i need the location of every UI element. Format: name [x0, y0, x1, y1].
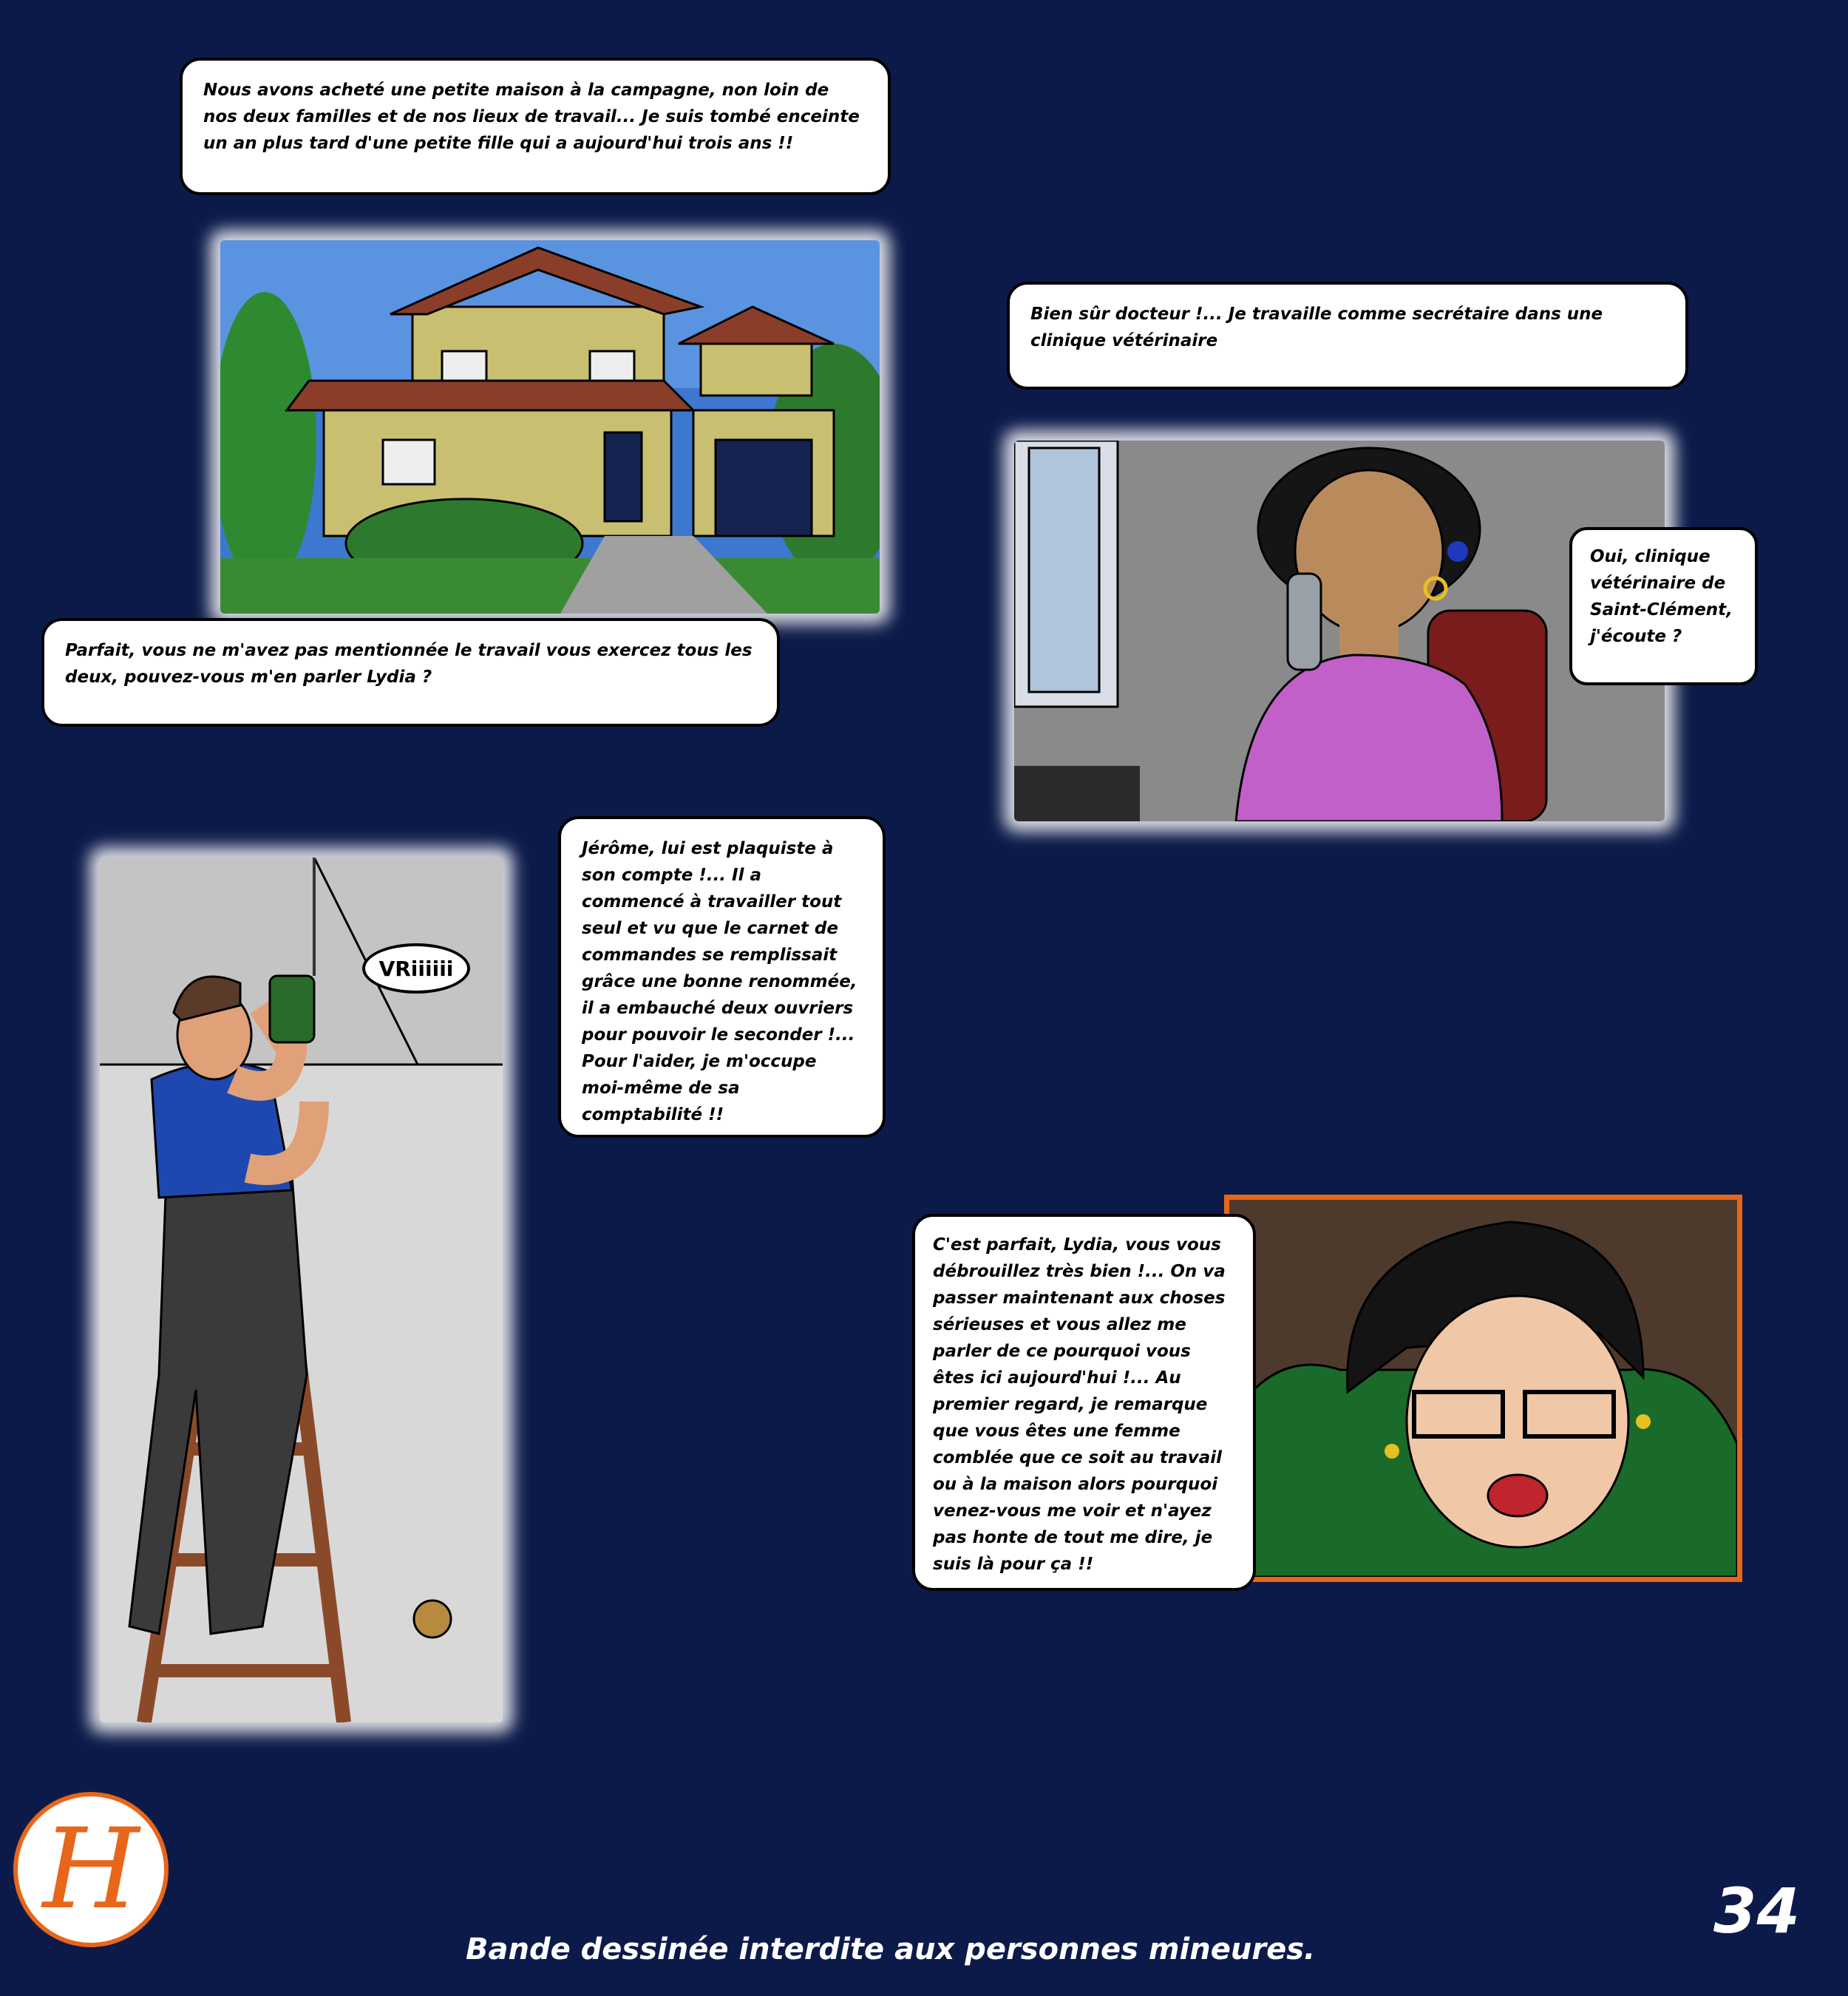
caption-text: Parfait, vous ne m'avez pas mentionnée le travail vous exercez tous les deux, pouvez-vous m'en parler Lydia ? — [65, 641, 753, 687]
house-illustration — [220, 240, 880, 614]
panel-phone-call — [1014, 441, 1665, 821]
sfx-drill-sound — [362, 943, 470, 994]
caption-text: C'est parfait, Lydia, vous vous débrouillez très bien !... On va passer maintenant aux choses sérieuses et vous allez me parler de ce pourquoi vous êtes ici aujourd'hui !... Au premier regard, je remarque que vous êtes une femme comblée que ce soit au travail ou à la maison alors pourquoi venez-vous me voir et n'ayez pas honte de tout me dire, je suis là pour ça !! — [933, 1235, 1226, 1574]
phone-call-illustration — [1014, 441, 1665, 821]
caption-work-question — [41, 618, 780, 727]
age-disclaimer: Bande dessinée interdite aux personnes mineures. — [466, 1932, 1316, 1966]
caption-jerome-job — [558, 816, 886, 1138]
caption-house-purchase — [180, 58, 891, 195]
publisher-logo — [13, 1792, 169, 1947]
sfx-text: VRiiiiii — [378, 956, 454, 981]
caption-doctor-speech — [912, 1214, 1256, 1591]
logo-letter: H — [42, 1805, 140, 1934]
caption-text: Jérôme, lui est plaquiste à son compte !... Il a commencé à travailler tout seul et vu que le carnet de commandes se remplissait grâce une bonne renommée, il a embauché deux ouvriers pour pouvoir le seconder !... Pour l'aider, je m'occupe moi-même de sa comptabilité !! — [582, 839, 857, 1124]
speech-clinic-greeting — [1569, 527, 1758, 685]
caption-secretary-job — [1007, 282, 1688, 390]
caption-text: Bien sûr docteur !... Je travaille comme secrétaire dans une clinique vétérinaire — [1030, 305, 1603, 350]
panel-doctor — [1224, 1195, 1742, 1582]
page-number: 34 — [1713, 1875, 1800, 1947]
caption-text: Nous avons acheté une petite maison à la campagne, non loin de nos deux familles et de nos lieux de travail... Je suis tombé enceinte un an plus tard d'une petite fille qui a aujourd'hui trois ans !! — [203, 81, 860, 153]
speech-text: Oui, clinique vétérinaire de Saint-Clément, j'écoute ? — [1590, 547, 1733, 646]
doctor-illustration — [1229, 1200, 1737, 1577]
panel-house — [220, 240, 880, 614]
